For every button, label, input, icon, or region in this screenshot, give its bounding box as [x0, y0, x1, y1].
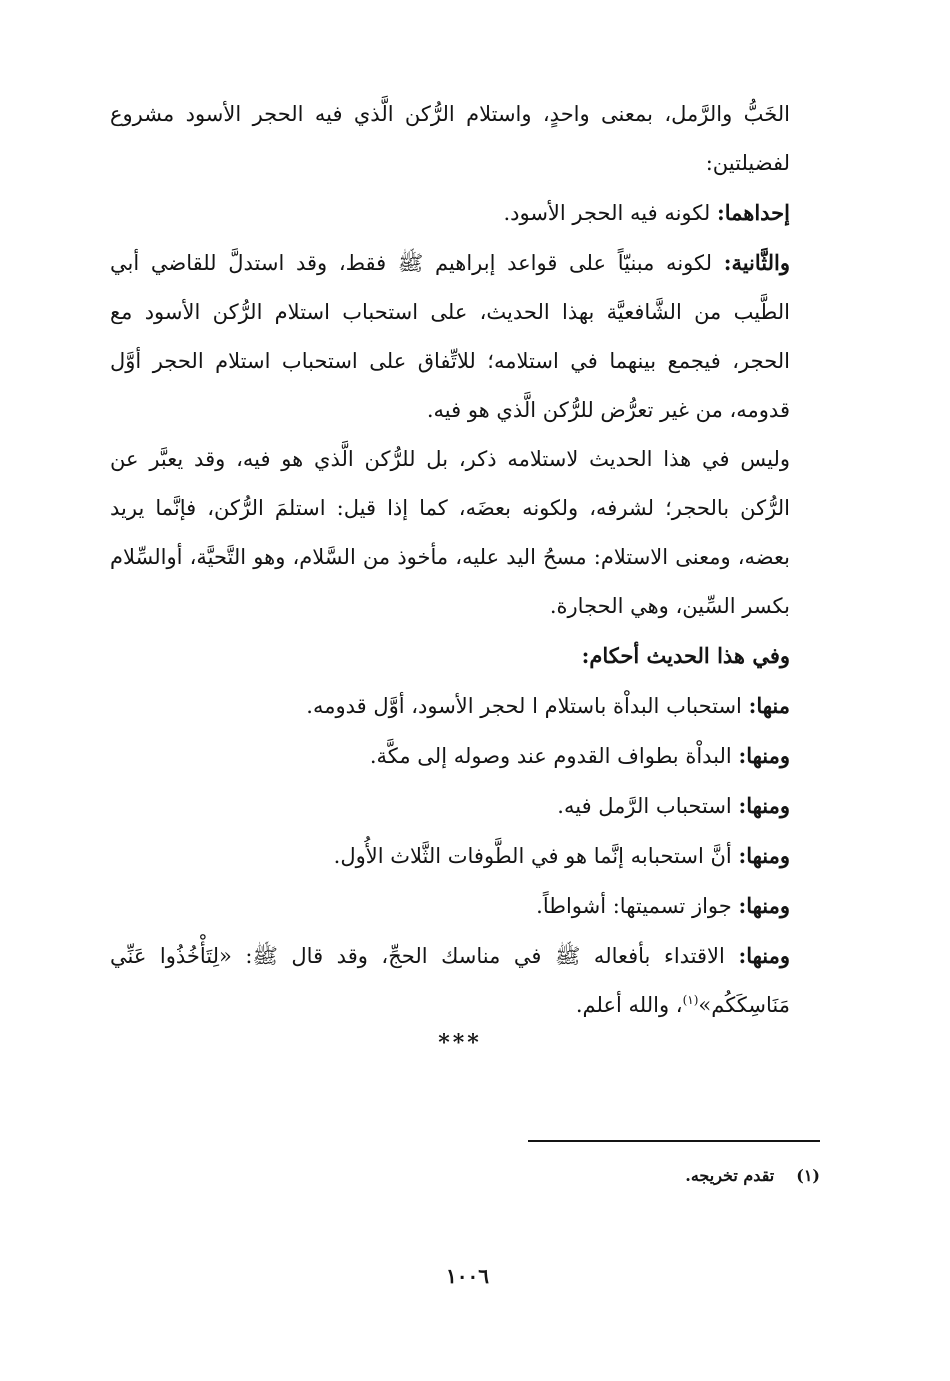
paragraph-text: الاقتداء بأفعاله ﷺ في مناسك الحجِّ، وقد قال ﷺ: «لِتَأْخُذُوا عَنِّي مَنَاسِكَكُم» — [110, 944, 790, 1017]
ruling-item — [110, 931, 790, 1030]
paragraph-label: ومنها: — [738, 943, 790, 968]
paragraph-text: استحباب الرَّمل فيه. — [557, 794, 739, 818]
paragraph-text-end: ، والله أعلم. — [575, 993, 683, 1017]
paragraph-first-virtue — [110, 188, 790, 238]
ruling-item — [110, 731, 790, 781]
ruling-item — [110, 831, 790, 881]
paragraph-text: الخَبُّ والرَّمل، بمعنى واحدٍ، واستلام الرُّكن الَّذي فيه الحجر الأسود مشروع لفضيلتين: — [110, 102, 790, 175]
paragraph-text: البداْة بطواف القدوم عند وصوله إلى مكَّة. — [369, 744, 739, 768]
section-separator: *** — [438, 1030, 482, 1056]
body-text — [110, 90, 790, 1030]
paragraph-label: ومنها: — [738, 893, 790, 918]
paragraph-label: وفي هذا الحديث أحكام: — [581, 643, 790, 668]
paragraph-label: منها: — [748, 693, 790, 718]
ruling-item — [110, 781, 790, 831]
page-number: ١٠٠٦ — [446, 1264, 489, 1288]
paragraph-second-virtue — [110, 238, 790, 435]
rulings-heading — [110, 631, 790, 681]
paragraph-intro — [110, 90, 790, 188]
paragraph-label: ومنها: — [738, 793, 790, 818]
ruling-item — [110, 681, 790, 731]
paragraph-text: لكونه فيه الحجر الأسود. — [503, 201, 717, 225]
paragraph-label: إحداهما: — [716, 200, 790, 225]
ruling-item — [110, 881, 790, 931]
paragraph-label: ومنها: — [738, 843, 790, 868]
footnote-reference[interactable]: (١) — [682, 993, 699, 1007]
paragraph-label: ومنها: — [738, 743, 790, 768]
paragraph-text: أنَّ استحبابه إنَّما هو في الطَّوفات الثَّلاث الأُول. — [333, 844, 739, 868]
paragraph-text: وليس في هذا الحديث لاستلامه ذكر، بل للرُّكن الَّذي هو فيه، وقد يعبَّر عن الرُّكن بالحجر؛ لشرفه، ولكونه بعضَه، كما إذا قيل: استلمَ الرُّكن، فإنَّما يريد بعضه، ومعنى الاستلام: مسحُ اليد عليه، مأخوذ من السَّلام، وهو التَّحيَّة، أوالسِّلام بكسر السِّين، وهي الحجارة. — [110, 447, 790, 618]
paragraph-text: استحباب البداْة باستلام ا لحجر الأسود، أوَّل قدومه. — [306, 694, 749, 718]
paragraph-istilam — [110, 435, 790, 631]
paragraph-text: جواز تسميتها: أشواطاً. — [536, 894, 739, 918]
paragraph-label: والثَّانية: — [723, 250, 790, 275]
footnote-divider — [528, 1140, 820, 1142]
footnote-text: تقدم تخريجه. — [685, 1166, 775, 1185]
footnote-number: (١) — [796, 1166, 820, 1185]
paragraph-text: لكونه مبنيّاً على قواعد إبراهيم ﷺ فقط، وقد استدلَّ للقاضي أبي الطَّيب من الشَّافعيَّة بهذا الحديث، على استحباب استلام الرُّكن الأسود مع الحجر، فيجمع بينهما في استلامه؛ للاتِّفاق على استحباب استلام الحجر أوَّل قدومه، من غير تعرُّض للرُّكن الَّذي هو فيه. — [110, 251, 790, 422]
footnote — [140, 1166, 820, 1185]
